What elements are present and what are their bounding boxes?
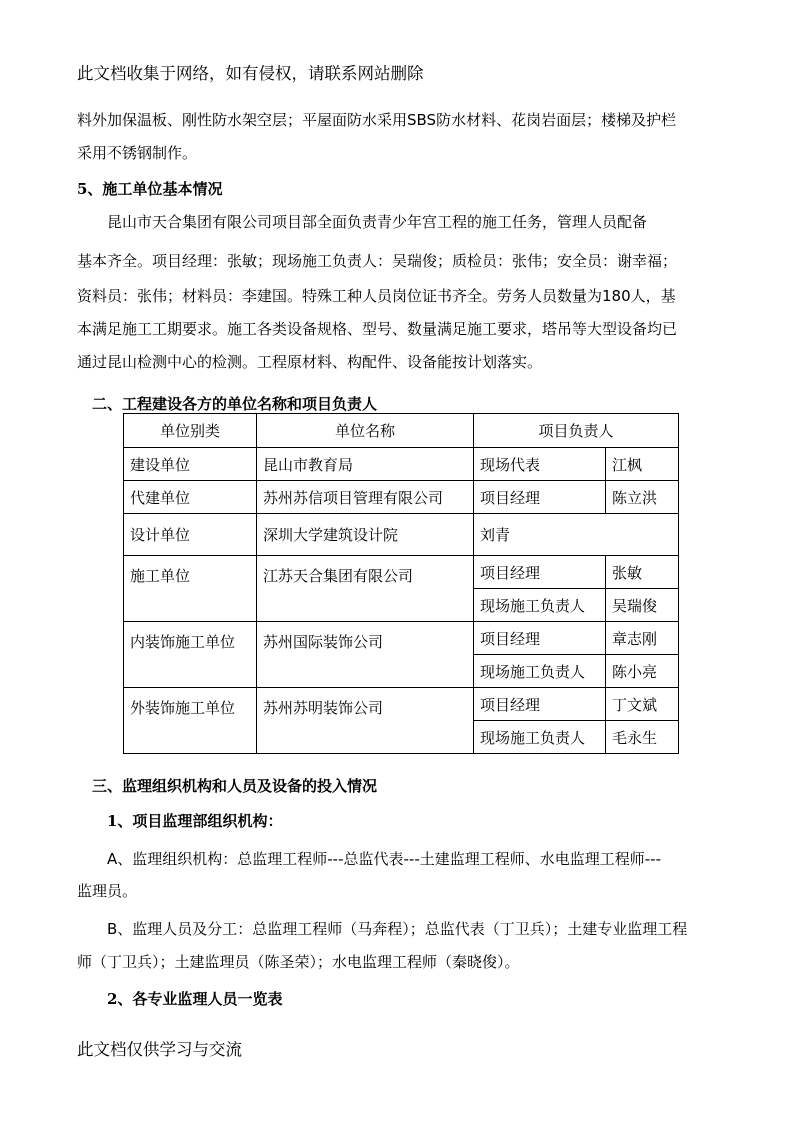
table-header-row bbox=[124, 414, 679, 448]
role-cell: 现场施工负责人 bbox=[474, 655, 606, 688]
person-cell: 张敏 bbox=[606, 556, 679, 589]
table-row bbox=[124, 448, 679, 481]
role-cell: 项目经理 bbox=[474, 622, 606, 655]
paragraph-line: 采用不锈钢制作。 bbox=[77, 144, 198, 162]
unit-type-cell: 内装饰施工单位 bbox=[124, 622, 257, 688]
page-footer: 此文档仅供学习与交流 bbox=[77, 1040, 242, 1059]
unit-type-cell: 代建单位 bbox=[124, 481, 257, 514]
person-cell: 章志刚 bbox=[606, 622, 679, 655]
unit-type-cell: 设计单位 bbox=[124, 514, 257, 556]
paragraph-line: A、监理组织机构：总监理工程师---总监代表---土建监理工程师、水电监理工程师--- bbox=[107, 850, 661, 868]
unit-type-cell: 施工单位 bbox=[124, 556, 257, 622]
table-row bbox=[124, 688, 679, 721]
role-cell: 现场代表 bbox=[474, 448, 606, 481]
paragraph-line: 本满足施工工期要求。施工各类设备规格、型号、数量满足施工要求，塔吊等大型设备均已 bbox=[77, 320, 678, 338]
paragraph-line: 通过昆山检测中心的检测。工程原材料、构配件、设备能按计划落实。 bbox=[77, 353, 543, 371]
unit-name-cell: 深圳大学建筑设计院 bbox=[257, 514, 474, 556]
paragraph-line: 昆山市天合集团有限公司项目部全面负责青少年宫工程的施工任务，管理人员配备 bbox=[107, 213, 648, 231]
table-row bbox=[124, 556, 679, 589]
paragraph-line: 料外加保温板、刚性防水架空层；平屋面防水采用SBS防水材料、花岗岩面层；楼梯及护栏 bbox=[77, 111, 677, 129]
person-cell: 丁文斌 bbox=[606, 688, 679, 721]
paragraph-line: B、监理人员及分工：总监理工程师（马奔程）；总监代表（丁卫兵）；土建专业监理工程 bbox=[107, 920, 688, 938]
person-cell: 江枫 bbox=[606, 448, 679, 481]
unit-name-cell: 苏州国际装饰公司 bbox=[257, 622, 474, 688]
header-cell: 项目负责人 bbox=[474, 414, 679, 448]
unit-name-cell: 昆山市教育局 bbox=[257, 448, 474, 481]
unit-type-cell: 建设单位 bbox=[124, 448, 257, 481]
table-row bbox=[124, 481, 679, 514]
unit-name-cell: 苏州苏明装饰公司 bbox=[257, 688, 474, 754]
person-cell: 毛永生 bbox=[606, 721, 679, 754]
paragraph-line: 监理员。 bbox=[77, 882, 138, 900]
role-cell: 项目经理 bbox=[474, 688, 606, 721]
paragraph-line: 资料员：张伟；材料员：李建国。特殊工种人员岗位证书齐全。劳务人员数量为180人，基 bbox=[77, 287, 676, 305]
person-cell: 吴瑞俊 bbox=[606, 589, 679, 622]
role-cell: 项目经理 bbox=[474, 556, 606, 589]
paragraph-line: 师（丁卫兵）；土建监理员（陈圣荣）；水电监理工程师（秦晓俊）。 bbox=[77, 953, 520, 971]
table-row bbox=[124, 514, 679, 556]
page-header: 此文档收集于网络，如有侵权，请联系网站删除 bbox=[77, 64, 424, 83]
subheading: 1、项目监理部组织机构： bbox=[107, 812, 283, 830]
unit-name-cell: 苏州苏信项目管理有限公司 bbox=[257, 481, 474, 514]
role-cell: 现场施工负责人 bbox=[474, 721, 606, 754]
section-heading-5: 5、施工单位基本情况 bbox=[77, 180, 223, 198]
section-heading-2: 二、工程建设各方的单位名称和项目负责人 bbox=[92, 395, 378, 413]
unit-type-cell: 外装饰施工单位 bbox=[124, 688, 257, 754]
unit-name-cell: 江苏天合集团有限公司 bbox=[257, 556, 474, 622]
role-cell: 项目经理 bbox=[474, 481, 606, 514]
subheading: 2、各专业监理人员一览表 bbox=[107, 990, 283, 1008]
person-cell: 陈小亮 bbox=[606, 655, 679, 688]
person-cell: 刘青 bbox=[474, 514, 679, 556]
header-cell: 单位名称 bbox=[257, 414, 474, 448]
section-heading-3: 三、监理组织机构和人员及设备的投入情况 bbox=[92, 777, 378, 795]
parties-table bbox=[123, 413, 679, 754]
table-row bbox=[124, 622, 679, 655]
header-cell: 单位别类 bbox=[124, 414, 257, 448]
paragraph-line: 基本齐全。项目经理：张敏；现场施工负责人：吴瑞俊；质检员：张伟；安全员：谢幸福； bbox=[77, 252, 678, 270]
role-cell: 现场施工负责人 bbox=[474, 589, 606, 622]
person-cell: 陈立洪 bbox=[606, 481, 679, 514]
